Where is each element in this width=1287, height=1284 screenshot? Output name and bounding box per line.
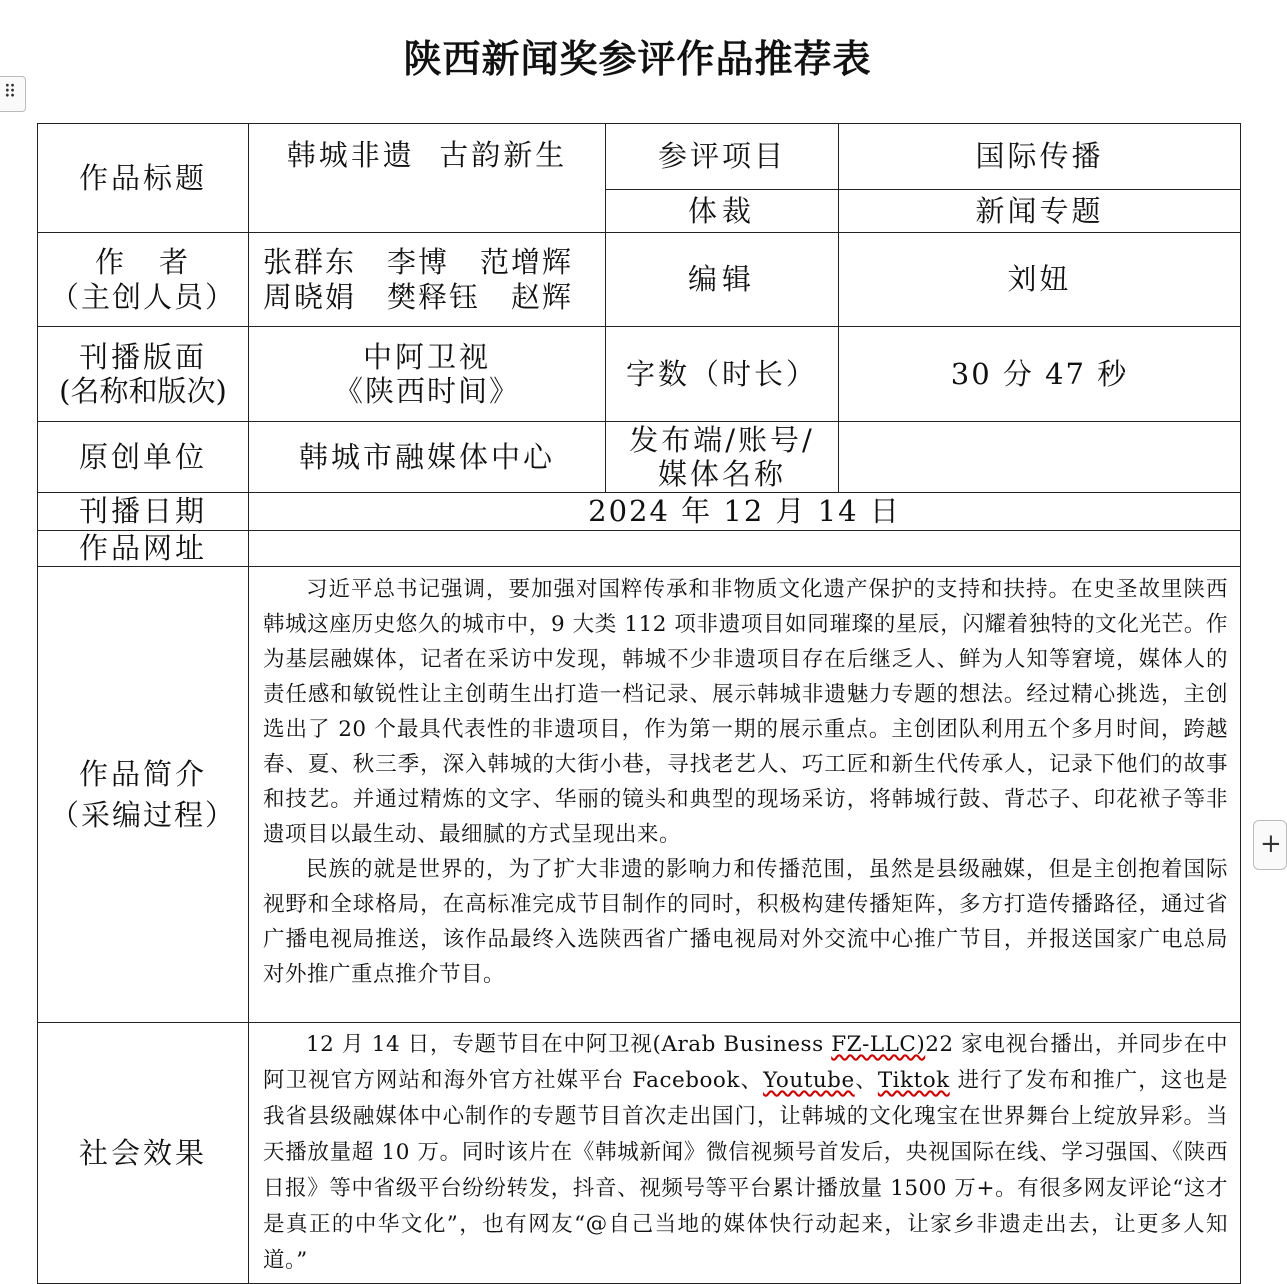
value-original-unit[interactable]: 韩城市融媒体中心	[249, 422, 606, 493]
authors-line2: 周晓娟 樊释钰 赵辉	[263, 279, 574, 314]
summary-paragraph-1: 习近平总书记强调，要加强对国粹传承和非物质文化遗产保护的支持和扶持。在史圣故里陕西韩城这座历史悠久的城市中，9 大类 112 项非遗项目如同璀璨的星辰，闪耀着独特的文化光芒。作为基层融媒体，记者在采访中发现，韩城不少非遗项目存在后继乏人、鲜为人知等窘境，媒体人的责任感和敏锐性让主创萌生出打造一档记录、展示韩城非遗魅力专题的想法。经过精心挑选，主创选出了 20 个最具代表性的非遗项目，作为第一期的展示重点。主创团队利用五个多月时间，跨越春、夏、秋三季，深入韩城的大街小巷，寻找老艺人、巧工匠和新生代传承人，记录下他们的故事和技艺。并通过精炼的文字、华丽的镜头和典型的现场采访，将韩城行鼓、背芯子、印花袱子等非遗项目以最生动、最细腻的方式呈现出来。	[263, 577, 1228, 847]
value-category[interactable]: 国际传播	[839, 124, 1241, 190]
value-work-url[interactable]	[249, 531, 1241, 567]
label-original-unit: 原创单位	[38, 422, 249, 493]
social-effect-text-2: FZ-LLC)	[831, 1032, 926, 1057]
label-publish-platform-line2: 媒体名称	[657, 457, 786, 491]
value-word-count[interactable]: 30 分 47 秒	[839, 327, 1241, 422]
label-social-effect: 社会效果	[38, 1023, 249, 1284]
social-effect-text-1: 12 月 14 日，专题节目在中阿卫视(Arab Business	[306, 1032, 832, 1057]
label-publication-line1: 刊播版面	[78, 339, 207, 374]
label-publish-platform-line1: 发布端/账号/	[629, 422, 815, 457]
label-author-line1: 作 者	[94, 245, 191, 280]
social-effect-text-5: 、	[854, 1068, 878, 1093]
value-summary[interactable]	[249, 567, 1241, 1023]
value-work-title[interactable]: 韩城非遗 古韵新生	[249, 124, 606, 233]
social-effect-paragraph	[263, 1027, 1228, 1279]
label-summary	[38, 567, 249, 1023]
label-work-url: 作品网址	[38, 531, 249, 567]
authors-line1: 张群东 李博 范增辉	[263, 244, 574, 279]
value-social-effect[interactable]	[249, 1023, 1241, 1284]
label-summary-line1: 作品简介	[78, 757, 207, 792]
social-effect-text-6: Tiktok	[877, 1068, 950, 1093]
social-effect-text-7: 进行了发布和推广，这也是我省县级融媒体中心制作的专题节目首次走出国门，让韩城的文化瑰宝在世界舞台上绽放异彩。当天播放量超 10 万。同时该片在《韩城新闻》微信视频号首发后，央视国际在线、学习强国、《陕西日报》等中省级平台纷纷转发，抖音、视频号等平台累计播放量 1500 万+。有很多网友评论“这才是真正的中华文化”，也有网友“@自己当地的媒体快行动起来，让家乡非遗走出去，让更多人知道。”	[263, 1068, 1228, 1273]
label-category: 参评项目	[606, 124, 839, 190]
value-publication[interactable]	[249, 327, 606, 422]
summary-paragraph-2: 民族的就是世界的，为了扩大非遗的影响力和传播范围，虽然是县级融媒，但是主创抱着国际视野和全球格局，在高标准完成节目制作的同时，积极构建传播矩阵，多方打造传播路径，通过省广播电视局推送，该作品最终入选陕西省广播电视局对外交流中心推广节目，并报送国家广电总局对外推广重点推介节目。	[263, 857, 1228, 987]
publication-line1: 中阿卫视	[362, 339, 491, 374]
label-editor: 编辑	[606, 233, 839, 327]
social-effect-text-4: Youtube	[763, 1068, 855, 1093]
value-genre[interactable]: 新闻专题	[839, 190, 1241, 233]
label-publication-line2: (名称和版次)	[59, 374, 227, 408]
label-author-line2: （主创人员）	[49, 279, 236, 314]
add-row-button[interactable]: +	[1253, 820, 1287, 870]
publication-line2: 《陕西时间》	[333, 374, 520, 408]
label-word-count: 字数（时长）	[606, 327, 839, 422]
label-work-title: 作品标题	[38, 124, 249, 233]
label-summary-line2: （采编过程）	[49, 797, 236, 832]
social-effect-text-3: 22 家电视台播出，并同步在中阿卫视官方网站和海外官方社媒平台 Facebook、	[263, 1032, 1228, 1093]
recommendation-table	[37, 123, 1241, 1284]
label-publication	[38, 327, 249, 422]
label-publish-platform	[606, 422, 839, 493]
value-authors[interactable]	[249, 233, 606, 327]
value-publish-date[interactable]: 2024 年 12 月 14 日	[249, 493, 1241, 531]
value-editor[interactable]: 刘妞	[839, 233, 1241, 327]
label-genre: 体裁	[606, 190, 839, 233]
label-author	[38, 233, 249, 327]
table-drag-handle-icon[interactable]: ⠿	[0, 76, 26, 112]
label-publish-date: 刊播日期	[38, 493, 249, 531]
page-title: 陕西新闻奖参评作品推荐表	[403, 37, 872, 81]
value-publish-platform[interactable]	[839, 422, 1241, 493]
